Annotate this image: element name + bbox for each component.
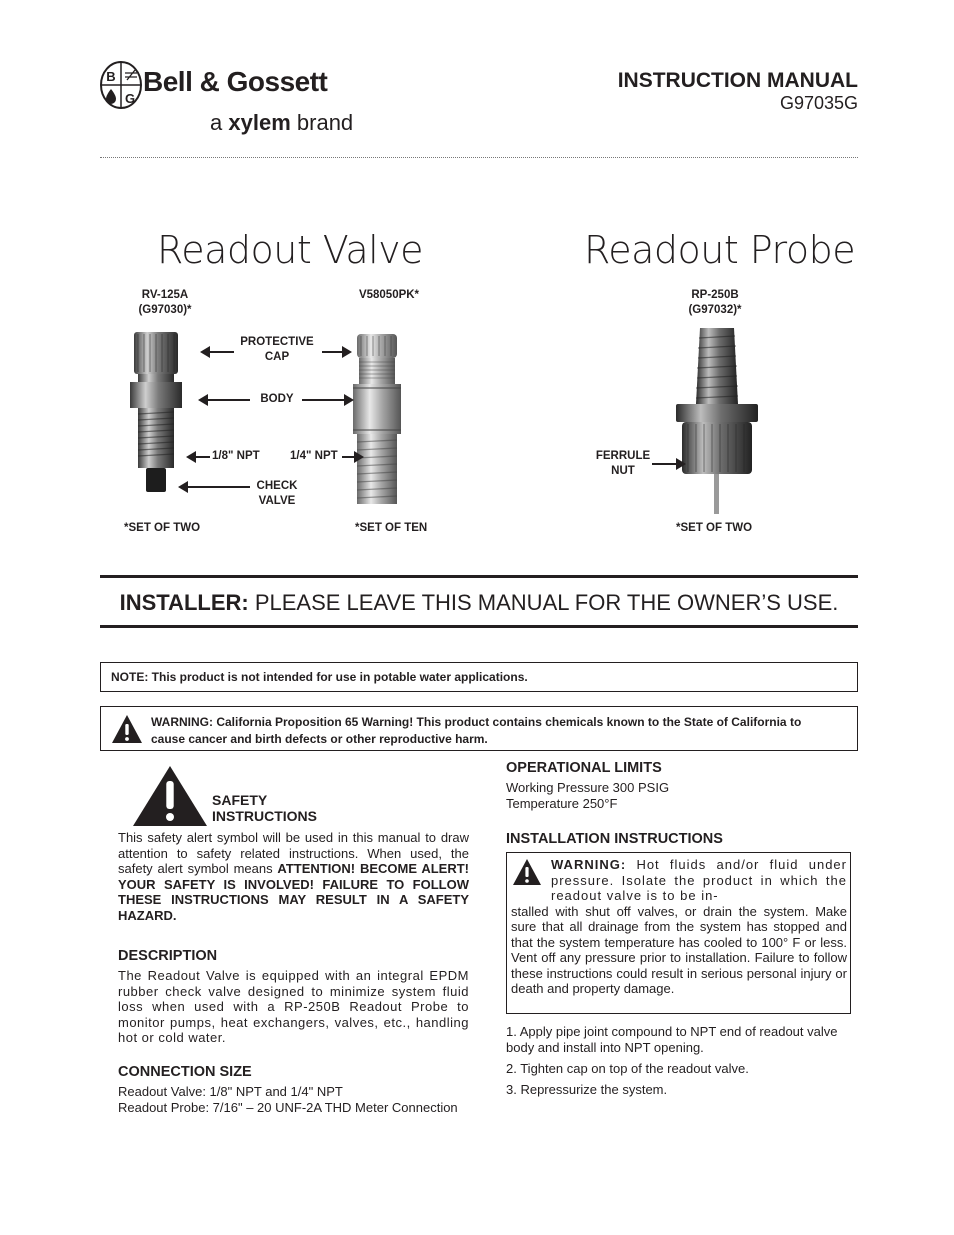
temperature-limit: Temperature 250°F: [506, 796, 618, 811]
xylem-wordmark: xylem: [228, 110, 291, 135]
rv125a-model: RV-125A: [141, 289, 189, 301]
callout-protective-cap: [236, 335, 318, 365]
hot-fluid-warning-box: [506, 852, 851, 1014]
v58050pk-label: V58050PK*: [358, 289, 420, 301]
safety-label-line1: SAFETY: [212, 792, 268, 808]
brand-tagline-prefix: a: [210, 110, 223, 135]
installer-rule-bottom: [100, 625, 858, 628]
bg-logo-icon: [99, 60, 143, 110]
rv125a-label: [130, 288, 200, 318]
installer-rule-top: [100, 575, 858, 578]
arrow-npt18-left: [188, 456, 210, 458]
svg-text:G: G: [124, 91, 136, 106]
rp250b-code: (G97032)*: [688, 304, 742, 316]
callout-ferrule-nut-line1: FERRULE: [595, 450, 651, 462]
operational-limits-heading: OPERATIONAL LIMITS: [506, 760, 662, 776]
safety-alert-icon: [132, 765, 208, 831]
callout-check-valve: [252, 479, 302, 509]
callout-body: BODY: [260, 393, 294, 405]
callout-protective-cap-line1: PROTECTIVE: [240, 336, 314, 348]
arrow-check-valve: [180, 486, 250, 488]
rp250b-probe-image: [674, 320, 760, 516]
readout-valve-title: Readout Valve: [157, 228, 424, 272]
arrow-body-right: [302, 399, 352, 401]
callout-protective-cap-line2: CAP: [264, 351, 290, 363]
working-pressure: Working Pressure 300 PSIG: [506, 780, 670, 795]
safety-label-line2: INSTRUCTIONS: [212, 808, 317, 824]
description-heading: DESCRIPTION: [118, 948, 218, 964]
hot-fluid-warning-text: [511, 857, 847, 997]
safety-text-bold: ATTENTION! BECOME ALERT! YOUR SAFETY IS INVOLVED! FAILURE TO FOLLOW THESE INSTRUCTIONS MAY RESULT IN A SAFETY HAZARD.: [118, 861, 469, 923]
document-code: G97035G: [779, 93, 858, 113]
safety-instructions-label: [212, 792, 317, 824]
arrow-body-left: [200, 399, 250, 401]
potable-water-note: NOTE: This product is not intended for use in potable water applications.: [100, 662, 858, 692]
installation-steps: [506, 1024, 851, 1103]
header-divider: [100, 157, 858, 158]
v58050pk-valve-image: [345, 330, 409, 510]
warning-text-part2: stalled with shut off valves, or drain the system. Make sure that all drainage from the system has stopped and that the system temperature has cooled to 100° F or less. Vent off any pressure prior to installation. Failure to follow these instructions could result in serious personal injury or death and property damage.: [511, 903, 847, 996]
installation-heading: INSTALLATION INSTRUCTIONS: [506, 831, 723, 847]
rp250b-label: [680, 288, 750, 318]
brand-tagline-suffix: brand: [296, 110, 354, 135]
warning-lead: WARNING:: [551, 857, 627, 872]
connection-valve: Readout Valve: 1/8" NPT and 1/4" NPT: [118, 1083, 343, 1099]
installer-text: PLEASE LEAVE THIS MANUAL FOR THE OWNER’S USE.: [254, 590, 839, 615]
callout-ferrule-nut-line2: NUT: [611, 465, 635, 477]
callout-npt-1-8: 1/8" NPT: [212, 450, 260, 462]
install-step-2: 2. Tighten cap on top of the readout valve.: [506, 1061, 749, 1076]
right-column: [506, 760, 856, 851]
set-of-two-probe: *SET OF TWO: [676, 522, 753, 534]
brand-name: Bell & Gossett: [143, 66, 328, 97]
svg-text:B: B: [106, 69, 116, 84]
readout-probe-title: Readout Probe: [584, 228, 856, 272]
connection-probe: Readout Probe: 7/16" – 20 UNF-2A THD Meter Connection: [118, 1099, 458, 1115]
rv125a-code: (G97030)*: [138, 304, 192, 316]
warning-triangle-icon: [111, 713, 143, 749]
arrow-ferrule: [652, 463, 684, 465]
set-of-two-valve: *SET OF TWO: [124, 522, 201, 534]
prop65-line2: cause cancer and birth defects or other reproductive harm.: [151, 732, 488, 746]
document-type: INSTRUCTION MANUAL: [617, 69, 858, 92]
prop65-warning-text: [151, 714, 821, 748]
installer-lead: INSTALLER:: [119, 590, 249, 615]
rv125a-valve-image: [128, 328, 196, 498]
arrow-cap-right: [322, 351, 350, 353]
install-step-1: 1. Apply pipe joint compound to NPT end of readout valve body and install into NPT opening.: [506, 1024, 838, 1055]
prop65-warning-box: [100, 706, 858, 751]
prop65-line1: WARNING: California Proposition 65 Warning! This product contains chemicals known to the State of California to: [151, 715, 802, 729]
warning-first-lines: [511, 857, 847, 904]
description-text: The Readout Valve is equipped with an integral EPDM rubber check valve designed to minimize system fluid loss when used with a RP-250B Readout Probe to monitor pumps, heat exchangers, valves, etc., handling hot or cold water.: [118, 968, 469, 1045]
callout-check-valve-line2: VALVE: [258, 495, 296, 507]
arrow-cap-left: [202, 351, 234, 353]
safety-text-normal: This safety alert symbol will be used in this manual to draw attention to safety related instructions. When used, the safety alert symbol means: [118, 830, 469, 876]
rp250b-model: RP-250B: [691, 289, 739, 301]
warning-text-part1: Hot fluids and/or fluid under pressure. Isolate the product in which the readout valve is to be in-: [551, 857, 847, 903]
safety-paragraph: [118, 830, 469, 923]
left-column: [118, 830, 469, 1116]
callout-ferrule-nut: [592, 449, 654, 479]
install-step-3: 3. Repressurize the system.: [506, 1082, 668, 1097]
callout-check-valve-line1: CHECK: [256, 480, 298, 492]
connection-size-heading: CONNECTION SIZE: [118, 1063, 252, 1080]
brand-tagline: [210, 110, 353, 136]
installer-notice: [100, 590, 858, 616]
arrow-npt14-right: [342, 456, 362, 458]
set-of-ten: *SET OF TEN: [355, 522, 428, 534]
callout-npt-1-4: 1/4" NPT: [290, 450, 338, 462]
